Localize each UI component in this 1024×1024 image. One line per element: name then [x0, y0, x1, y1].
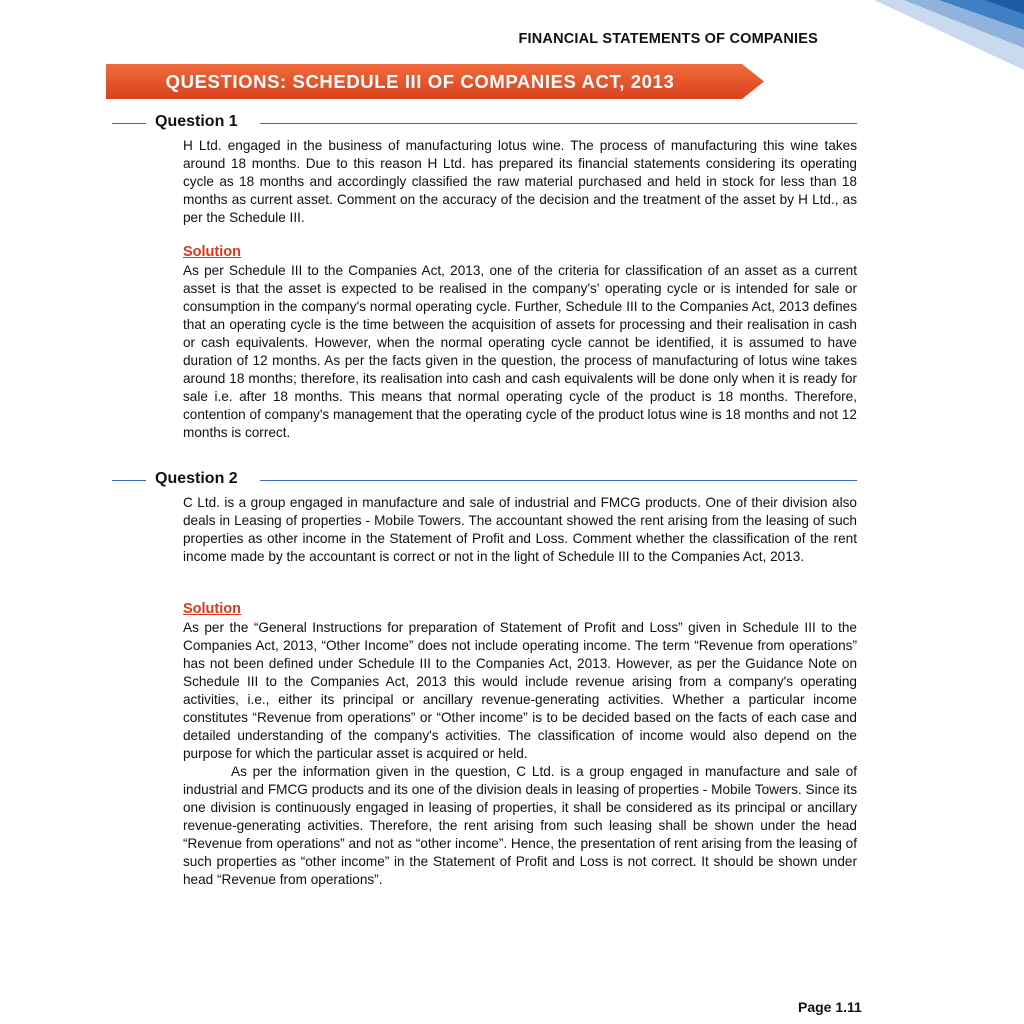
solution-paragraph: As per the information given in the question, C Ltd. is a group engaged in manufacture and sale of industrial and FMCG products and its one of the division deals in leasing of properties - Mobile Towers. Since its one division is continuously engaged in leasing of properties, it shall be considered as its principal or ancillary revenue-generating activities. Therefore, the rent arising from such leasing shall be shown under the head “Revenue from operations” and not as “other income”. Hence, the presentation of rent arising from the leasing of such properties as “other income” in the Statement of Profit and Loss is not correct. It should be shown under head “Revenue from operations”. [183, 764, 858, 887]
corner-decoration [844, 0, 1024, 70]
running-title: FINANCIAL STATEMENTS OF COMPANIES [518, 31, 818, 47]
heading-rule-right [260, 480, 857, 481]
heading-rule-right [260, 123, 857, 124]
heading-rule-left [112, 123, 146, 124]
question-1-text [183, 137, 857, 227]
question-1-heading [112, 113, 857, 132]
section-banner [106, 64, 764, 99]
banner-title: QUESTIONS: SCHEDULE III OF COMPANIES ACT, 2013 [165, 70, 675, 92]
question-paragraph: C Ltd. is a group engaged in manufacture and sale of industrial and FMCG products. One of their division also deals in Leasing of properties - Mobile Towers. The accountant showed the rent arising from the leasing of such properties as other income in the Statement of Profit and Loss. Comment whether the classification of the rent income made by the accountant is correct or not in the light of Schedule III to the Companies Act, 2013. [183, 495, 857, 564]
solution-paragraph: As per Schedule III to the Companies Act, 2013, one of the criteria for classification of an asset as a current asset is that the asset is expected to be realised in the company's' operating cycle or is intended for sale or consumption in the company's normal operating cycle. Further, Schedule III to the Companies Act, 2013 defines that an operating cycle is the time between the acquisition of assets for processing and their realisation in cash or cash equivalents. However, when the normal operating cycle cannot be identified, it is assumed to have duration of 12 months. As per the facts given in the question, the process of manufacturing of lotus wine takes around 18 months; therefore, its realisation into cash and cash equivalents will be done only when it is ready for sale i.e. after 18 months. This means that normal operating cycle of the product is 18 months. Therefore, contention of company's management that the operating cycle of the product lotus wine is 18 months and not 12 months is correct. [183, 263, 857, 440]
solution-2-label: Solution [183, 601, 241, 617]
solution-2-text [183, 619, 857, 889]
question-label: Question 1 [155, 113, 238, 130]
question-label: Question 2 [155, 470, 238, 487]
question-2-text [183, 494, 857, 566]
solution-paragraph: As per the “General Instructions for preparation of Statement of Profit and Loss” given in Schedule III to the Companies Act, 2013, “Other Income” does not include operating income. The term “Revenue from operations” has not been defined under Schedule III to the Companies Act, 2013. However, as per the Guidance Note on Schedule III to the Companies Act, 2013 this would include revenue arising from a company's operating activities, i.e., either its principal or ancillary revenue-generating activities. Whether a particular income constitutes “Revenue from operations” or “Other income” is to be decided based on the facts of each case and detailed understanding of the company's activities. The classification of income would also depend on the purpose for which the particular asset is acquired or held. [183, 620, 857, 761]
solution-1-label: Solution [183, 244, 241, 260]
heading-rule-left [112, 480, 146, 481]
question-2-heading [112, 470, 857, 489]
page-number: Page 1.11 [798, 999, 862, 1015]
question-paragraph: H Ltd. engaged in the business of manufacturing lotus wine. The process of manufacturing this wine takes around 18 months. Due to this reason H Ltd. has prepared its financial statements considering its operating cycle as 18 months and accordingly classified the raw material purchased and held in stock for less than 18 months as current asset. Comment on the accuracy of the decision and the treatment of the asset by H Ltd., as per the Schedule III. [183, 138, 857, 225]
solution-1-text [183, 262, 857, 442]
